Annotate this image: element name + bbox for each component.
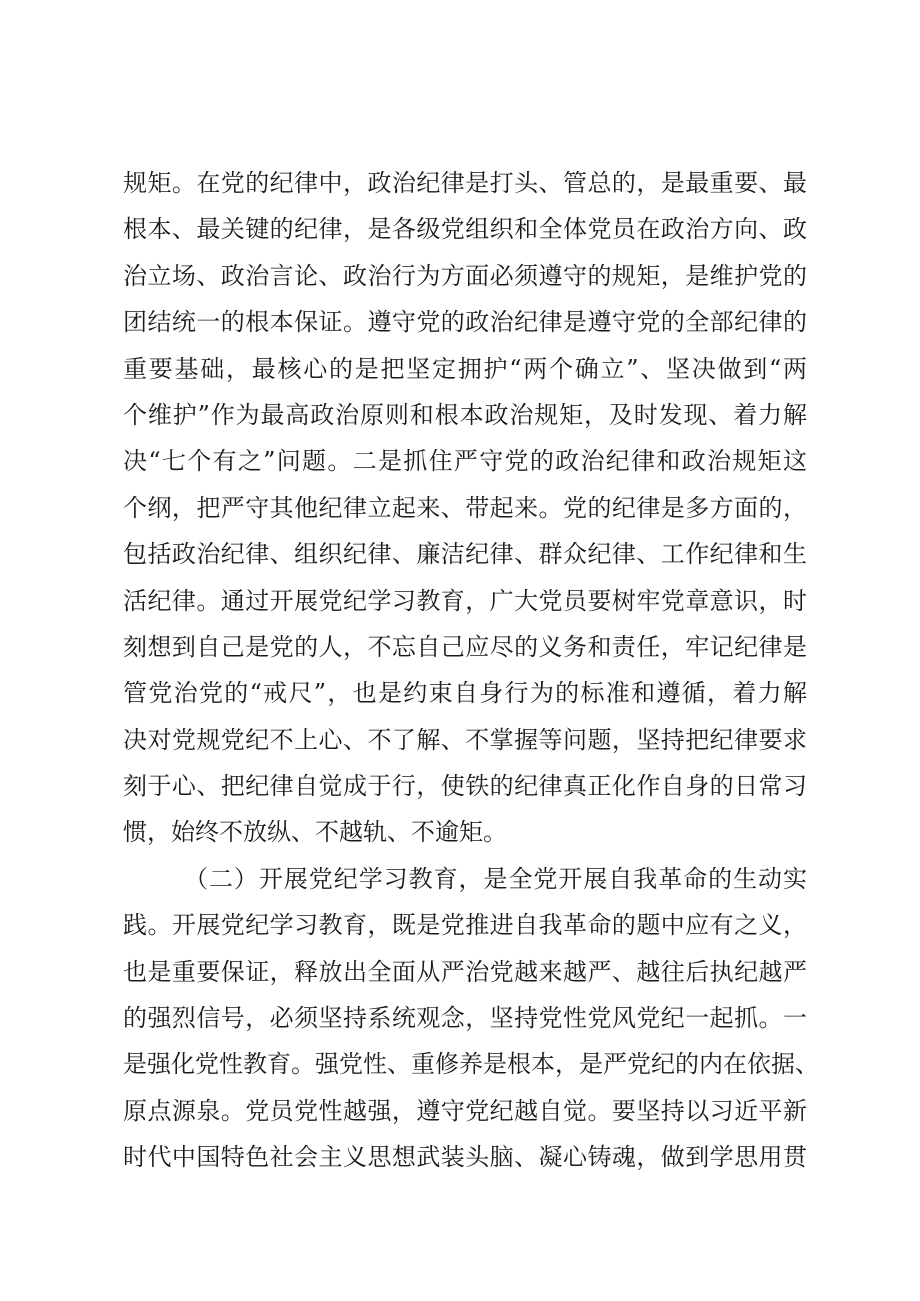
text-line: 惯，始终不放纵、不越轨、不逾矩。 [123, 818, 507, 847]
text-line: 根本、最关键的纪律，是各级党组织和全体党员在政治方向、政 [123, 215, 807, 244]
text-line: 治立场、政治言论、政治行为方面必须遵守的规矩，是维护党的 [123, 261, 807, 290]
document-body [123, 160, 819, 1181]
text-line: 个纲，把严守其他纪律立起来、带起来。党的纪律是多方面的， [123, 493, 807, 522]
text-line: 团结统一的根本保证。遵守党的政治纪律是遵守党的全部纪律的 [123, 308, 807, 337]
text-line: 刻想到自己是党的人，不忘自己应尽的义务和责任，牢记纪律是 [123, 632, 807, 661]
text-line: 决对党规党纪不上心、不了解、不掌握等问题，坚持把纪律要求 [123, 725, 807, 754]
text-line: 个维护”作为最高政治原则和根本政治规矩，及时发现、着力解 [123, 400, 807, 429]
text-line: 原点源泉。党员党性越强，遵守党纪越自觉。要坚持以习近平新 [123, 1096, 807, 1125]
text-line: 的强烈信号，必须坚持系统观念，坚持党性党风党纪一起抓。一 [123, 1004, 807, 1033]
text-line: （二）开展党纪学习教育，是全党开展自我革命的生动实 [184, 864, 807, 893]
paragraph-1 [123, 160, 807, 856]
text-line: 规矩。在党的纪律中，政治纪律是打头、管总的，是最重要、最 [123, 169, 807, 197]
text-line: 践。开展党纪学习教育，既是党推进自我革命的题中应有之义， [123, 911, 807, 940]
text-line: 活纪律。通过开展党纪学习教育，广大党员要树牢党章意识，时 [123, 586, 807, 615]
text-line: 刻于心、把纪律自觉成于行，使铁的纪律真正化作自身的日常习 [123, 772, 807, 801]
text-line: 也是重要保证，释放出全面从严治党越来越严、越往后执纪越严 [123, 957, 807, 986]
text-line: 时代中国特色社会主义思想武装头脑、凝心铸魂，做到学思用贯 [123, 1143, 807, 1172]
text-line: 管党治党的“戒尺”，也是约束自身行为的标准和遵循，着力解 [123, 679, 807, 708]
text-line: 重要基础，最核心的是把坚定拥护“两个确立”、坚决做到“两 [123, 354, 807, 383]
text-line: 包括政治纪律、组织纪律、廉洁纪律、群众纪律、工作纪律和生 [123, 540, 807, 569]
text-line: 决“七个有之”问题。二是抓住严守党的政治纪律和政治规矩这 [123, 447, 807, 476]
paragraph-2 [123, 856, 819, 1181]
text-line: 是强化党性教育。强党性、重修养是根本，是严党纪的内在依据、 [123, 1050, 819, 1079]
